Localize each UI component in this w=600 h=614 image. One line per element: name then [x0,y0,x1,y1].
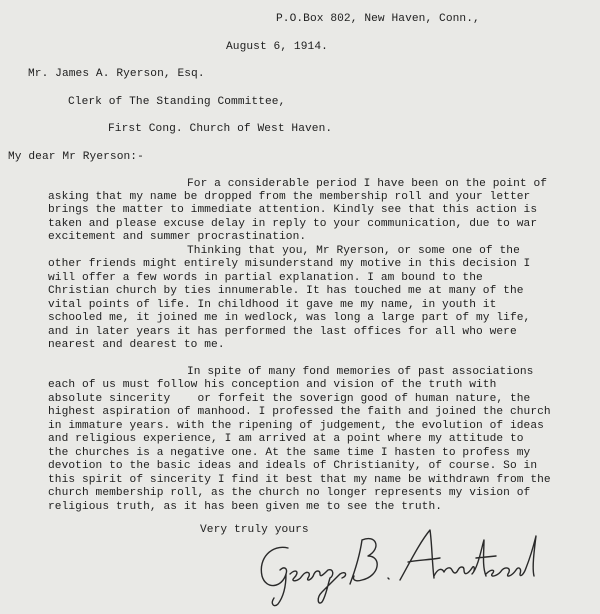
body-line: religious truth, as it has been given me to see the truth. [48,501,443,513]
body-line: schooled me, it joined me in wedlock, was long a large part of my life, [48,312,531,324]
body-line: and religious experience, I am arrived at a point where my attitude to [48,433,524,445]
recipient-title: Clerk of The Standing Committee, [68,96,286,108]
body-line: asking that my name be dropped from the membership roll and your letter [48,191,531,203]
body-line: vital points of life. In childhood it gave me my name, in youth it [48,299,497,311]
body-line: Christian church by ties innumerable. It has touched me at many of the [48,285,524,297]
signature [250,518,550,608]
body-line: in immature years. with the ripening of judgement, the evolution of ideas [48,420,544,432]
body-line: this spirit of sincerity I find it best that my name be withdrawn from the [48,474,551,486]
body-line: church membership roll, as the church no longer represents my vision of [48,487,531,499]
body-line: For a considerable period I have been on the point of [187,178,548,190]
body-line: absolute sincerity or forfeit the soverign good of human nature, the [48,393,531,405]
body-line: In spite of many fond memories of past associations [187,366,534,378]
body-line: brings the matter to immediate attention. Kindly see that this action is [48,204,538,216]
recipient-name: Mr. James A. Ryerson, Esq. [28,68,205,80]
closing: Very truly yours [200,524,309,536]
body-line: other friends might entirely misunderstand my motive in this decision I [48,258,531,270]
body-line: the churches is a negative one. At the same time I hasten to profess my [48,447,531,459]
body-line: devotion to the basic ideas and ideals of Christianity, of course. So in [48,460,538,472]
recipient-church: First Cong. Church of West Haven. [108,123,333,135]
body-line: excitement and summer procrastination. [48,231,307,243]
body-line: taken and please excuse delay in reply to your communication, due to war [48,218,538,230]
letter-date: August 6, 1914. [226,41,328,53]
salutation: My dear Mr Ryerson:- [8,151,144,163]
sender-address: P.O.Box 802, New Haven, Conn., [276,13,480,25]
body-line: will offer a few words in partial explanation. I am bound to the [48,272,483,284]
body-line: and in later years it has performed the last offices for all who were [48,326,517,338]
body-line: highest aspiration of manhood. I professed the faith and joined the church [48,406,551,418]
body-line: Thinking that you, Mr Ryerson, or some one of the [187,245,520,257]
body-line: nearest and dearest to me. [48,339,225,351]
body-line: each of us must follow his conception and vision of the truth with [48,379,497,391]
